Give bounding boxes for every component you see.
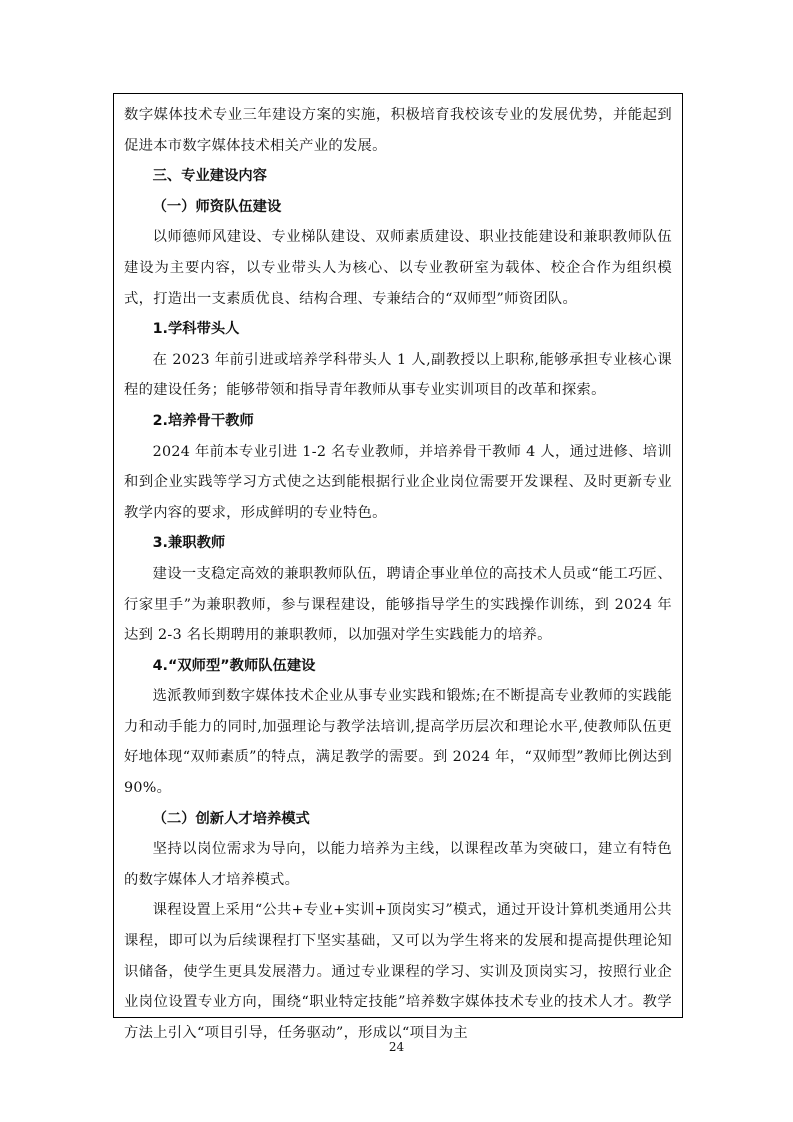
section-heading: 三、专业建设内容 (152, 168, 267, 185)
section-heading: 4.“双师型”教师队伍建设 (152, 657, 316, 674)
section-heading: 1.学科带头人 (152, 321, 240, 338)
section-heading: （一）师资队伍建设 (152, 198, 282, 215)
body-paragraph: 在 2023 年前引进或培养学科带头人 1 人,副教授以上职称,能够承担专业核心课程的建设任务；能够带领和指导青年教师从事专业实训项目的改革和探索。 (124, 351, 672, 399)
page-number: 24 (388, 1040, 405, 1054)
body-paragraph: 选派教师到数字媒体技术企业从事专业实践和锻炼;在不断提高专业教师的实践能力和动手能力的同时,加强理论与教学法培训,提高学历层次和理论水平,使教师队伍更好地体现“双师素质”的特点，满足教学的需要。到 2024 年，“双师型”教师比例达到 90%。 (124, 688, 672, 797)
document-body (124, 100, 672, 1048)
body-paragraph: 数字媒体技术专业三年建设方案的实施，积极培育我校该专业的发展优势，并能起到促进本市数字媒体技术相关产业的发展。 (124, 107, 672, 154)
body-paragraph: 建设一支稳定高效的兼职教师队伍，聘请企事业单位的高技术人员或“能工巧匠、行家里手”为兼职教师，参与课程建设，能够指导学生的实践操作训练，到 2024 年达到 2-3 名长期聘用的兼职教师，以加强对学生实践能力的培养。 (124, 565, 672, 644)
section-heading: 2.培养骨干教师 (152, 412, 254, 429)
body-paragraph: 坚持以岗位需求为导向，以能力培养为主线，以课程改革为突破口，建立有特色的数字媒体人才培养模式。 (124, 841, 672, 888)
section-heading: （二）创新人才培养模式 (152, 810, 310, 827)
section-heading: 3.兼职教师 (152, 535, 226, 552)
body-paragraph: 以师德师风建设、专业梯队建设、双师素质建设、职业技能建设和兼职教师队伍建设为主要内容，以专业带头人为核心、以专业教研室为载体、校企合作为组织模式，打造出一支素质优良、结构合理、专兼结合的“双师型”师资团队。 (124, 229, 672, 307)
document-frame (113, 93, 683, 1041)
body-paragraph: 2024 年前本专业引进 1-2 名专业教师，并培养骨干教师 4 人，通过进修、培训和到企业实践等学习方式使之达到能根据行业企业岗位需要开发课程、及时更新专业教学内容的要求，形成鲜明的专业特色。 (124, 443, 672, 521)
body-paragraph: 课程设置上采用“公共+专业+实训+顶岗实习”模式，通过开设计算机类通用公共课程，即可以为后续课程打下坚实基础，又可以为学生将来的发展和提高提供理论知识储备，使学生更具发展潜力。通过专业课程的学习、实训及顶岗实习，按照行业企业岗位设置专业方向，围绕“职业特定技能”培养数字媒体技术专业的技术人才。教学方法上引入“项目引导，任务驱动”，形成以“项目为主 (124, 902, 672, 1041)
